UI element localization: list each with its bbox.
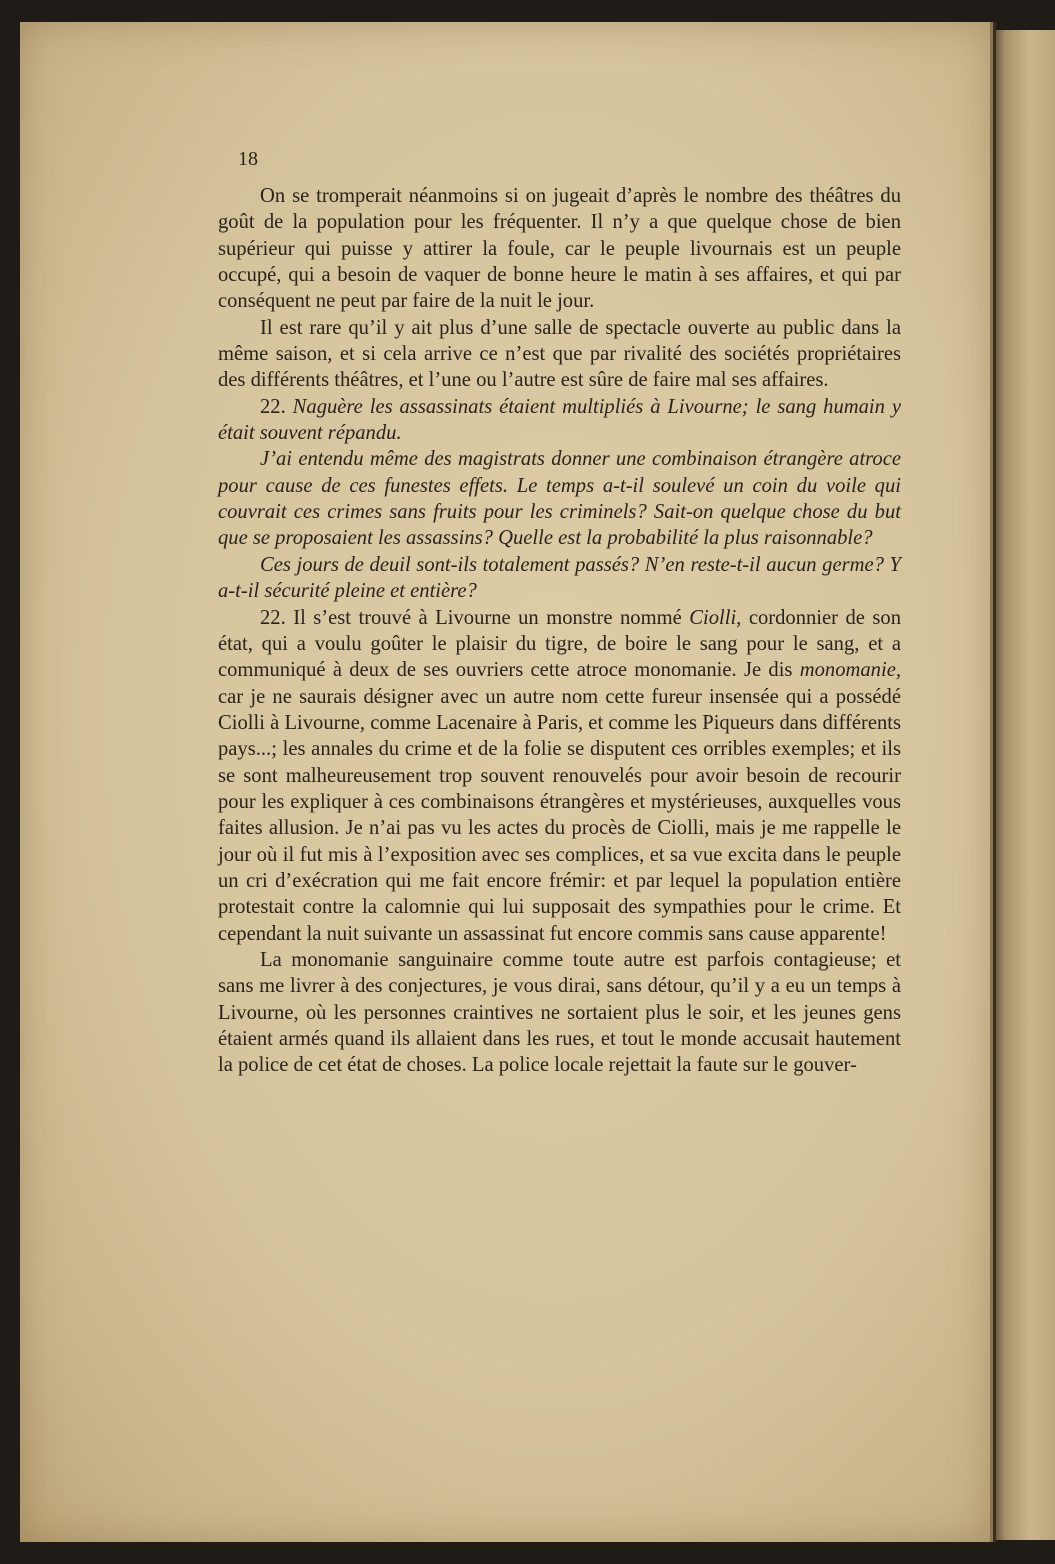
paragraph: [218, 315, 901, 394]
text-run: 22.: [260, 395, 293, 418]
paragraph: [218, 394, 901, 447]
italic-text: J’ai entendu même des magistrats donner une combinaison étrangère atroce pour cause de ces funestes effets. Le temps a-t-il soulevé un coin du voile qui couvrait ces crimes sans fruits pour les criminels? Sait-on quelque chose du but que se proposaient les assassins? Quelle est la probabilité la plus raisonnable?: [218, 448, 901, 550]
paragraph: [218, 446, 901, 551]
paragraph: [218, 552, 901, 605]
text-run: Il est rare qu’il y ait plus d’une salle de spectacle ouverte au public dans la même saison, et si cela arrive ce n’est que par rivalité des sociétés propriétaires des différents théâtres, et l’une ou l’autre est sûre de faire mal ses affaires.: [218, 316, 901, 392]
text-run: cordonnier de son état, qui a voulu goûter le plaisir du tigre, de boire le sang pour le sang, et a communiqué à deux de ses ouvriers cette atroce monomanie. Je dis: [218, 606, 902, 682]
italic-text: monomanie,: [799, 659, 901, 682]
paragraph: [218, 947, 901, 1079]
page-number: 18: [238, 148, 258, 170]
italic-text: Ciolli,: [689, 606, 742, 629]
text-run: On se tromperait néanmoins si on jugeait d’après le nombre des théâtres du goût de la population pour les fréquenter. Il n’y a que quelque chose de bien supérieur qui puisse y attirer la foule, car le peuple livournais est un peuple occupé, qui a besoin de vaquer de bonne heure le matin à ses affaires, et qui par conséquent ne peut par faire de la nuit le jour.: [218, 185, 901, 313]
text-run: 22. Il s’est trouvé à Livourne un monstre nommé: [260, 606, 690, 629]
text-run: car je ne saurais désigner avec un autre nom cette fureur insensée qui a possédé Ciolli à Livourne, comme Lacenaire à Paris, et comme les Piqueurs dans différents pays...; les annales du crime et de la folie se disputent ces orribles exemples; et ils se sont malheureusement trop souvent renouvelés pour avoir besoin de recourir pour les expliquer à ces combinaisons étrangères et mystérieuses, auxquelles vous faites allusion. Je n’ai pas vu les actes du procès de Ciolli, mais je me rappelle le jour où il fut mis à l’exposition avec ses complices, et sa vue excita dans le peuple un cri d’exécration qui me fait encore frémir: et par lequel la population entière protestait contre la calomnie qui lui supposait des sympathies pour le crime. Et cependant la nuit suivante un assassinat fut encore commis sans cause apparente!: [218, 685, 901, 945]
italic-text: Ces jours de deuil sont-ils totalement passés? N’en reste-t-il aucun germe? Y a-t-il sécurité pleine et entière?: [218, 553, 901, 603]
body-text: [218, 183, 901, 1079]
paragraph: [218, 605, 901, 947]
adjacent-page-edge: [993, 30, 1055, 1540]
italic-text: Naguère les assassinats étaient multipliés à Livourne; le sang humain y était souvent répandu.: [218, 395, 901, 445]
text-run: La monomanie sanguinaire comme toute autre est parfois contagieuse; et sans me livrer à des conjectures, je vous dirai, sans détour, qu’il y a eu un temps à Livourne, où les personnes craintives ne sortaient plus le soir, et les jeunes gens étaient armés quand ils allaient dans les rues, et tout le monde accusait hautement la police de cet état de choses. La police locale rejettait la faute sur le gouver-: [218, 948, 901, 1077]
paragraph: [218, 183, 901, 315]
